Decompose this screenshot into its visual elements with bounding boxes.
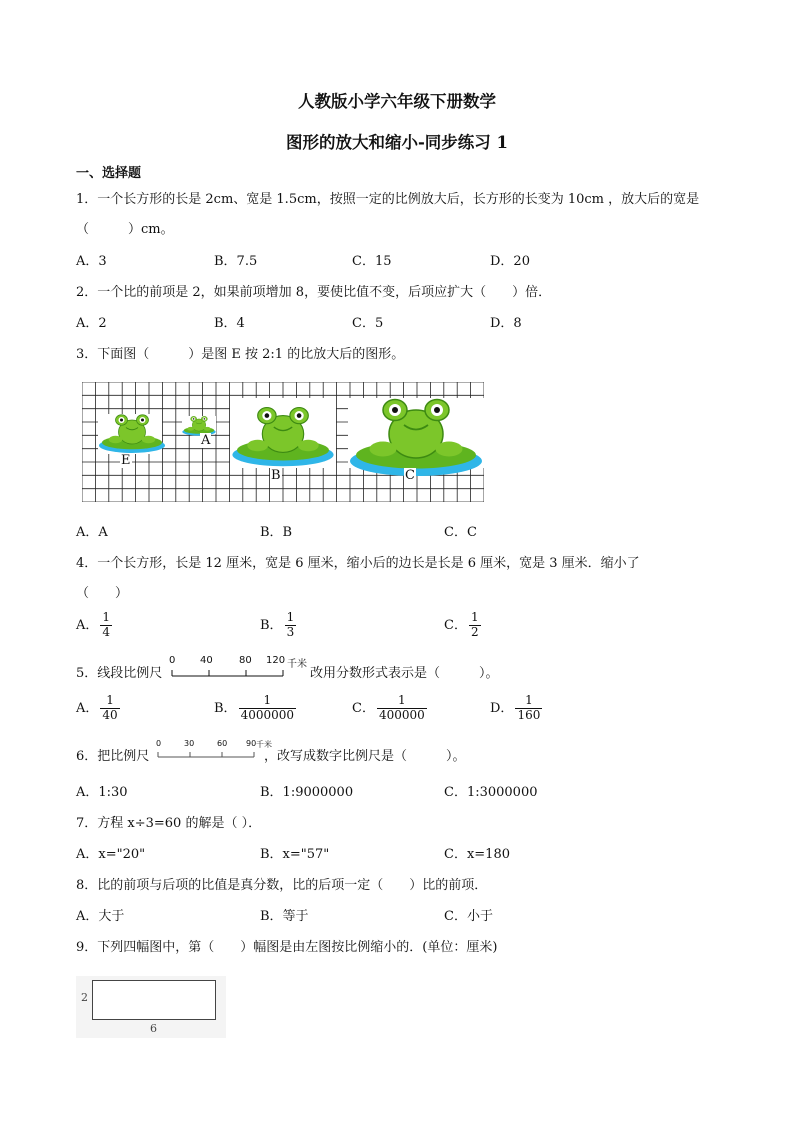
q2-option-a: A．2 bbox=[76, 316, 107, 331]
q2-option-c: C．5 bbox=[352, 316, 384, 331]
scale-bar bbox=[156, 750, 266, 760]
q4-option-c: C． $\frac{1}{2}$ bbox=[444, 610, 479, 639]
question-5-suffix: 改用分数形式表示是（ ）。 bbox=[310, 666, 499, 681]
scale-unit: 千米 bbox=[256, 740, 272, 749]
rectangle-shape bbox=[92, 980, 216, 1020]
fraction: $\frac{1}{4000000}$ bbox=[240, 693, 295, 722]
question-6-suffix: ，改写成数字比例尺是（ ）。 bbox=[264, 749, 466, 764]
rectangle-width-label: 6 bbox=[150, 1022, 157, 1035]
q1-option-d: D．20 bbox=[490, 254, 530, 269]
scale-tick-label: 90 bbox=[246, 739, 257, 748]
scale-tick-label: 80 bbox=[239, 655, 252, 666]
line-scale-ruler-2 bbox=[156, 739, 272, 761]
line-scale-ruler-1 bbox=[169, 655, 307, 681]
q5-option-b: B． $\frac{1}{4000000}$ bbox=[214, 693, 295, 722]
scale-tick-label: 0 bbox=[156, 739, 162, 748]
rectangle-figure bbox=[76, 976, 226, 1038]
q5-option-d: D． $\frac{1}{160}$ bbox=[490, 693, 541, 722]
scale-tick-label: 30 bbox=[184, 739, 195, 748]
page-subtitle: 图形的放大和缩小-同步练习 1 bbox=[285, 133, 509, 152]
fraction: $\frac{1}{4}$ bbox=[102, 610, 111, 639]
q6-option-b: B．1:9000000 bbox=[260, 785, 354, 800]
q1-option-b: B．7.5 bbox=[214, 254, 258, 269]
page-title: 人教版小学六年级下册数学 bbox=[298, 92, 496, 111]
q5-option-c: C． $\frac{1}{400000}$ bbox=[352, 693, 425, 722]
question-8-text: 8．比的前项与后项的比值是真分数，比的后项一定（ ）比的前项． bbox=[76, 878, 488, 893]
q4-option-b: B． $\frac{1}{3}$ bbox=[260, 610, 295, 639]
fraction: $\frac{1}{40}$ bbox=[102, 693, 118, 722]
q6-option-a: A．1:30 bbox=[76, 785, 128, 800]
scale-tick-label: 0 bbox=[169, 655, 176, 666]
q1-option-c: C．15 bbox=[352, 254, 392, 269]
q8-option-a: A．大于 bbox=[76, 909, 125, 924]
q8-option-c: C．小于 bbox=[444, 909, 493, 924]
q3-option-c: C．C bbox=[444, 525, 477, 540]
q7-option-a: A．x="20" bbox=[76, 847, 146, 862]
q6-option-c: C．1:3000000 bbox=[444, 785, 538, 800]
scale-tick-label: 60 bbox=[217, 739, 228, 748]
frog-grid-figure bbox=[82, 382, 484, 502]
question-4-text: 4．一个长方形，长是 12 厘米，宽是 6 厘米，缩小后的边长是长是 6 厘米，宽是 3 厘米．缩小了 bbox=[76, 556, 640, 571]
fraction: $\frac{1}{160}$ bbox=[517, 693, 541, 722]
question-9-text: 9．下列四幅图中，第（ ）幅图是由左图按比例缩小的．(单位：厘米) bbox=[76, 940, 498, 955]
q4-option-a: A． $\frac{1}{4}$ bbox=[76, 610, 111, 639]
figure-label-a: A bbox=[201, 433, 211, 448]
q3-option-a: A．A bbox=[76, 525, 108, 540]
fraction: $\frac{1}{400000}$ bbox=[378, 693, 425, 722]
question-1-text-cont: （ ）cm。 bbox=[76, 222, 174, 237]
q2-option-d: D．8 bbox=[490, 316, 522, 331]
q7-option-c: C．x=180 bbox=[444, 847, 510, 862]
question-1-text: 1．一个长方形的长是 2cm、宽是 1.5cm，按照一定的比例放大后，长方形的长变为 10cm ，放大后的宽是 bbox=[76, 192, 700, 207]
q1-option-a: A．3 bbox=[76, 254, 107, 269]
question-4-text-cont: （ ） bbox=[76, 586, 129, 601]
question-2-text: 2．一个比的前项是 2，如果前项增加 8，要使比值不变，后项应扩大（ ）倍． bbox=[76, 285, 552, 300]
q2-option-b: B．4 bbox=[214, 316, 245, 331]
figure-label-b: B bbox=[271, 468, 281, 483]
question-7-text: 7．方程 x÷3=60 的解是（ ）． bbox=[76, 816, 262, 831]
scale-tick-label: 40 bbox=[200, 655, 213, 666]
fraction: $\frac{1}{3}$ bbox=[286, 610, 295, 639]
question-6-prefix: 6．把比例尺 bbox=[76, 749, 150, 764]
figure-label-e: E bbox=[121, 453, 131, 468]
scale-unit: 千米 bbox=[287, 659, 307, 670]
question-3-text: 3．下面图（ ）是图 E 按 2:1 的比放大后的图形。 bbox=[76, 347, 405, 362]
q8-option-b: B．等于 bbox=[260, 909, 309, 924]
scale-bar bbox=[169, 668, 287, 678]
figure-label-c: C bbox=[405, 468, 415, 483]
q5-option-a: A． $\frac{1}{40}$ bbox=[76, 693, 118, 722]
rectangle-height-label: 2 bbox=[81, 991, 88, 1004]
q7-option-b: B．x="57" bbox=[260, 847, 330, 862]
fraction: $\frac{1}{2}$ bbox=[470, 610, 479, 639]
scale-tick-label: 120 bbox=[266, 655, 286, 666]
q3-option-b: B．B bbox=[260, 525, 293, 540]
question-5-prefix: 5．线段比例尺 bbox=[76, 666, 163, 681]
section-heading: 一、选择题 bbox=[76, 166, 142, 181]
